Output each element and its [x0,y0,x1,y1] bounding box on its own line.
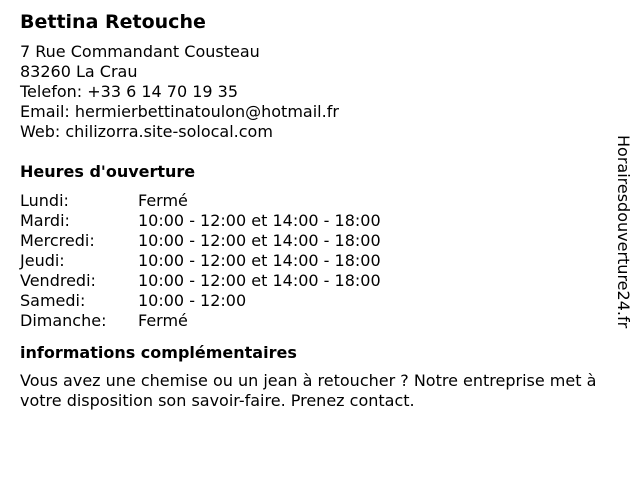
website: Web: chilizorra.site-solocal.com [20,122,273,141]
hours-row [20,211,381,231]
hours-day: Lundi: [20,191,69,210]
hours-row [20,311,381,331]
hours-time: 10:00 - 12:00 et 14:00 - 18:00 [138,231,381,250]
hours-day: Jeudi: [20,251,65,270]
hours-time: 10:00 - 12:00 [138,291,247,310]
site-watermark: Horairesdouverture24.fr [614,135,633,329]
city-address: 83260 La Crau [20,62,138,81]
business-card [20,10,620,411]
hours-row [20,231,381,251]
hours-time: 10:00 - 12:00 et 14:00 - 18:00 [138,251,381,270]
hours-time: 10:00 - 12:00 et 14:00 - 18:00 [138,271,381,290]
hours-row [20,291,381,311]
hours-row [20,271,381,291]
hours-day: Mardi: [20,211,70,230]
hours-heading: Heures d'ouverture [20,162,196,181]
info-description: Vous avez une chemise ou un jean à retoucher ? Notre entreprise met à votre disposition son savoir-faire. Prenez contact. [20,371,597,410]
hours-table [20,191,381,331]
hours-row [20,251,381,271]
info-heading: informations complémentaires [20,343,297,362]
street-address: 7 Rue Commandant Cousteau [20,42,260,61]
contact-block [20,42,620,142]
hours-time: Fermé [138,311,188,330]
email-address: Email: hermierbettinatoulon@hotmail.fr [20,102,339,121]
phone-number: Telefon: +33 6 14 70 19 35 [20,82,239,101]
hours-time: Fermé [138,191,188,210]
business-name: Bettina Retouche [20,11,206,33]
hours-time: 10:00 - 12:00 et 14:00 - 18:00 [138,211,381,230]
hours-row [20,191,381,211]
hours-day: Samedi: [20,291,86,310]
hours-day: Dimanche: [20,311,107,330]
hours-day: Vendredi: [20,271,96,290]
hours-day: Mercredi: [20,231,95,250]
